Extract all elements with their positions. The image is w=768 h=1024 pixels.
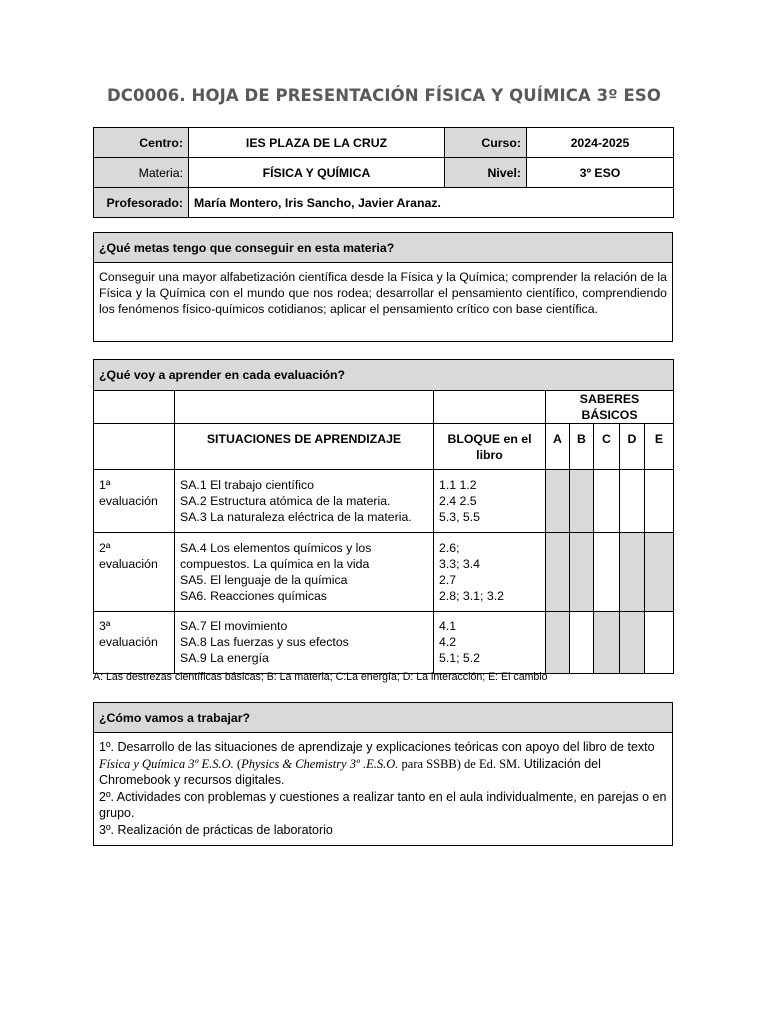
saber-cell: [620, 612, 645, 674]
saber-cell: [594, 470, 620, 533]
letter-a: A: [546, 424, 570, 470]
letter-e: E: [645, 424, 674, 470]
situacion-line: SA.3 La naturaleza eléctrica de la materia.: [180, 510, 412, 524]
bloque-cell: [434, 533, 546, 612]
centro-value: IES PLAZA DE LA CRUZ: [189, 128, 445, 158]
saberes-legend: A: Las destrezas científicas básicas; B: La materia; C:La energía; D: La interacción; E: El cambio: [93, 671, 548, 683]
bloque-line: 5.1; 5.2: [439, 651, 481, 665]
empty-cell: [434, 391, 546, 424]
saber-cell: [645, 612, 674, 674]
table-row: [94, 533, 674, 612]
bloque-line: 5.3, 5.5: [439, 510, 481, 524]
profesorado-label: Profesorado:: [94, 188, 189, 218]
saber-cell: [620, 533, 645, 612]
saber-cell: [645, 533, 674, 612]
info-table: [93, 127, 674, 218]
curso-label: Curso:: [445, 128, 527, 158]
saber-cell: [594, 533, 620, 612]
situacion-line: compuestos. La química en la vida: [180, 557, 370, 571]
aprender-heading: ¿Qué voy a aprender en cada evaluación?: [94, 360, 674, 391]
materia-value: FÍSICA Y QUÍMICA: [189, 158, 445, 188]
bloque-line: 4.1: [439, 619, 457, 633]
trabajar-text: 1º. Desarrollo de las situaciones de aprendizaje y explicaciones teóricas con apoyo del libro de texto: [99, 740, 655, 754]
letter-c: C: [594, 424, 620, 470]
evaluacion-cell: [94, 533, 175, 612]
bloque-cell: [434, 470, 546, 533]
saber-cell: [620, 470, 645, 533]
bloque-line: 2.7: [439, 573, 457, 587]
trabajar-body: [94, 733, 673, 846]
evaluacion-number: 3ª: [99, 619, 111, 633]
document-title: DC0006. HOJA DE PRESENTACIÓN FÍSICA Y QUÍMICA 3º ESO: [107, 86, 661, 105]
saber-cell: [546, 470, 570, 533]
evaluacion-cell: [94, 470, 175, 533]
empty-cell: [94, 424, 175, 470]
saber-cell: [570, 612, 594, 674]
situacion-line: SA.9 La energía: [180, 651, 269, 665]
col-bloque: [434, 424, 546, 470]
col-situaciones: SITUACIONES DE APRENDIZAJE: [175, 424, 434, 470]
saber-cell: [594, 612, 620, 674]
metas-heading: ¿Qué metas tengo que conseguir en esta materia?: [94, 233, 673, 263]
trabajar-text: (: [233, 756, 242, 771]
trabajar-table: [93, 702, 673, 846]
saber-cell: [570, 533, 594, 612]
situacion-line: SA5. El lenguaje de la química: [180, 573, 348, 587]
bloque-line: 4.2: [439, 635, 457, 649]
centro-label: Centro:: [94, 128, 189, 158]
situacion-line: SA.1 El trabajo científico: [180, 478, 314, 492]
empty-cell: [94, 391, 175, 424]
trabajar-paragraph-2: 2º. Actividades con problemas y cuestiones a realizar tanto en el aula individualmente, en parejas o en grupo.: [99, 789, 667, 820]
evaluacion-label: evaluación: [99, 635, 158, 649]
situacion-line: SA.7 El movimiento: [180, 619, 288, 633]
letter-d: D: [620, 424, 645, 470]
bloque-cell: [434, 612, 546, 674]
situacion-line: SA.8 Las fuerzas y sus efectos: [180, 635, 349, 649]
bloque-line: 2.6;: [439, 541, 460, 555]
col-bloque-line: BLOQUE en el: [447, 432, 532, 446]
materia-label: Materia:: [94, 158, 189, 188]
saber-cell: [546, 533, 570, 612]
book-title-en: Physics & Chemistry 3º .E.S.O.: [241, 756, 399, 771]
evaluacion-cell: [94, 612, 175, 674]
trabajar-heading: ¿Cómo vamos a trabajar?: [94, 703, 673, 733]
col-bloque-line: libro: [476, 448, 503, 462]
empty-cell: [175, 391, 434, 424]
bloque-line: 3.3; 3.4: [439, 557, 481, 571]
trabajar-paragraph-3: 3º. Realización de prácticas de laboratorio: [99, 822, 333, 837]
evaluacion-label: evaluación: [99, 557, 158, 571]
bloque-line: 2.8; 3.1; 3.2: [439, 589, 504, 603]
table-row: [94, 612, 674, 674]
metas-text: Conseguir una mayor alfabetización científica desde la Física y la Química; comprender la relación de la Física y la Química con el mundo que nos rodea; desarrollar el pensamiento científico, comprendiendo los fenómenos físico-químicos cotidianos; aplicar el pensamiento crítico con base científica.: [94, 263, 673, 342]
profesorado-value: María Montero, Iris Sancho, Javier Aranaz.: [189, 188, 674, 218]
situaciones-cell: [175, 470, 434, 533]
aprender-table: [93, 359, 674, 674]
saberes-header: SABERES BÁSICOS: [546, 391, 674, 424]
saber-cell: [546, 612, 570, 674]
evaluacion-number: 2ª: [99, 541, 111, 555]
situaciones-cell: [175, 612, 434, 674]
situacion-line: SA.4 Los elementos químicos y los: [180, 541, 372, 555]
metas-table: [93, 232, 673, 342]
saber-cell: [570, 470, 594, 533]
bloque-line: 1.1 1.2: [439, 478, 477, 492]
evaluacion-label: evaluación: [99, 494, 158, 508]
situacion-line: SA6. Reacciones químicas: [180, 589, 327, 603]
curso-value: 2024-2025: [527, 128, 674, 158]
book-title: Física y Química 3º E.S.O.: [99, 756, 234, 771]
nivel-label: Nivel:: [445, 158, 527, 188]
trabajar-text: para SSBB) de Ed. SM.: [398, 756, 521, 771]
table-row: [94, 470, 674, 533]
bloque-line: 2.4 2.5: [439, 494, 477, 508]
trabajar-paragraph-1: [99, 739, 667, 789]
trabajar-text: Utilización del Chromebook y recursos digitales.: [99, 756, 601, 787]
letter-b: B: [570, 424, 594, 470]
situacion-line: SA.2 Estructura atómica de la materia.: [180, 494, 391, 508]
evaluacion-number: 1ª: [99, 478, 111, 492]
saber-cell: [645, 470, 674, 533]
nivel-value: 3º ESO: [527, 158, 674, 188]
situaciones-cell: [175, 533, 434, 612]
